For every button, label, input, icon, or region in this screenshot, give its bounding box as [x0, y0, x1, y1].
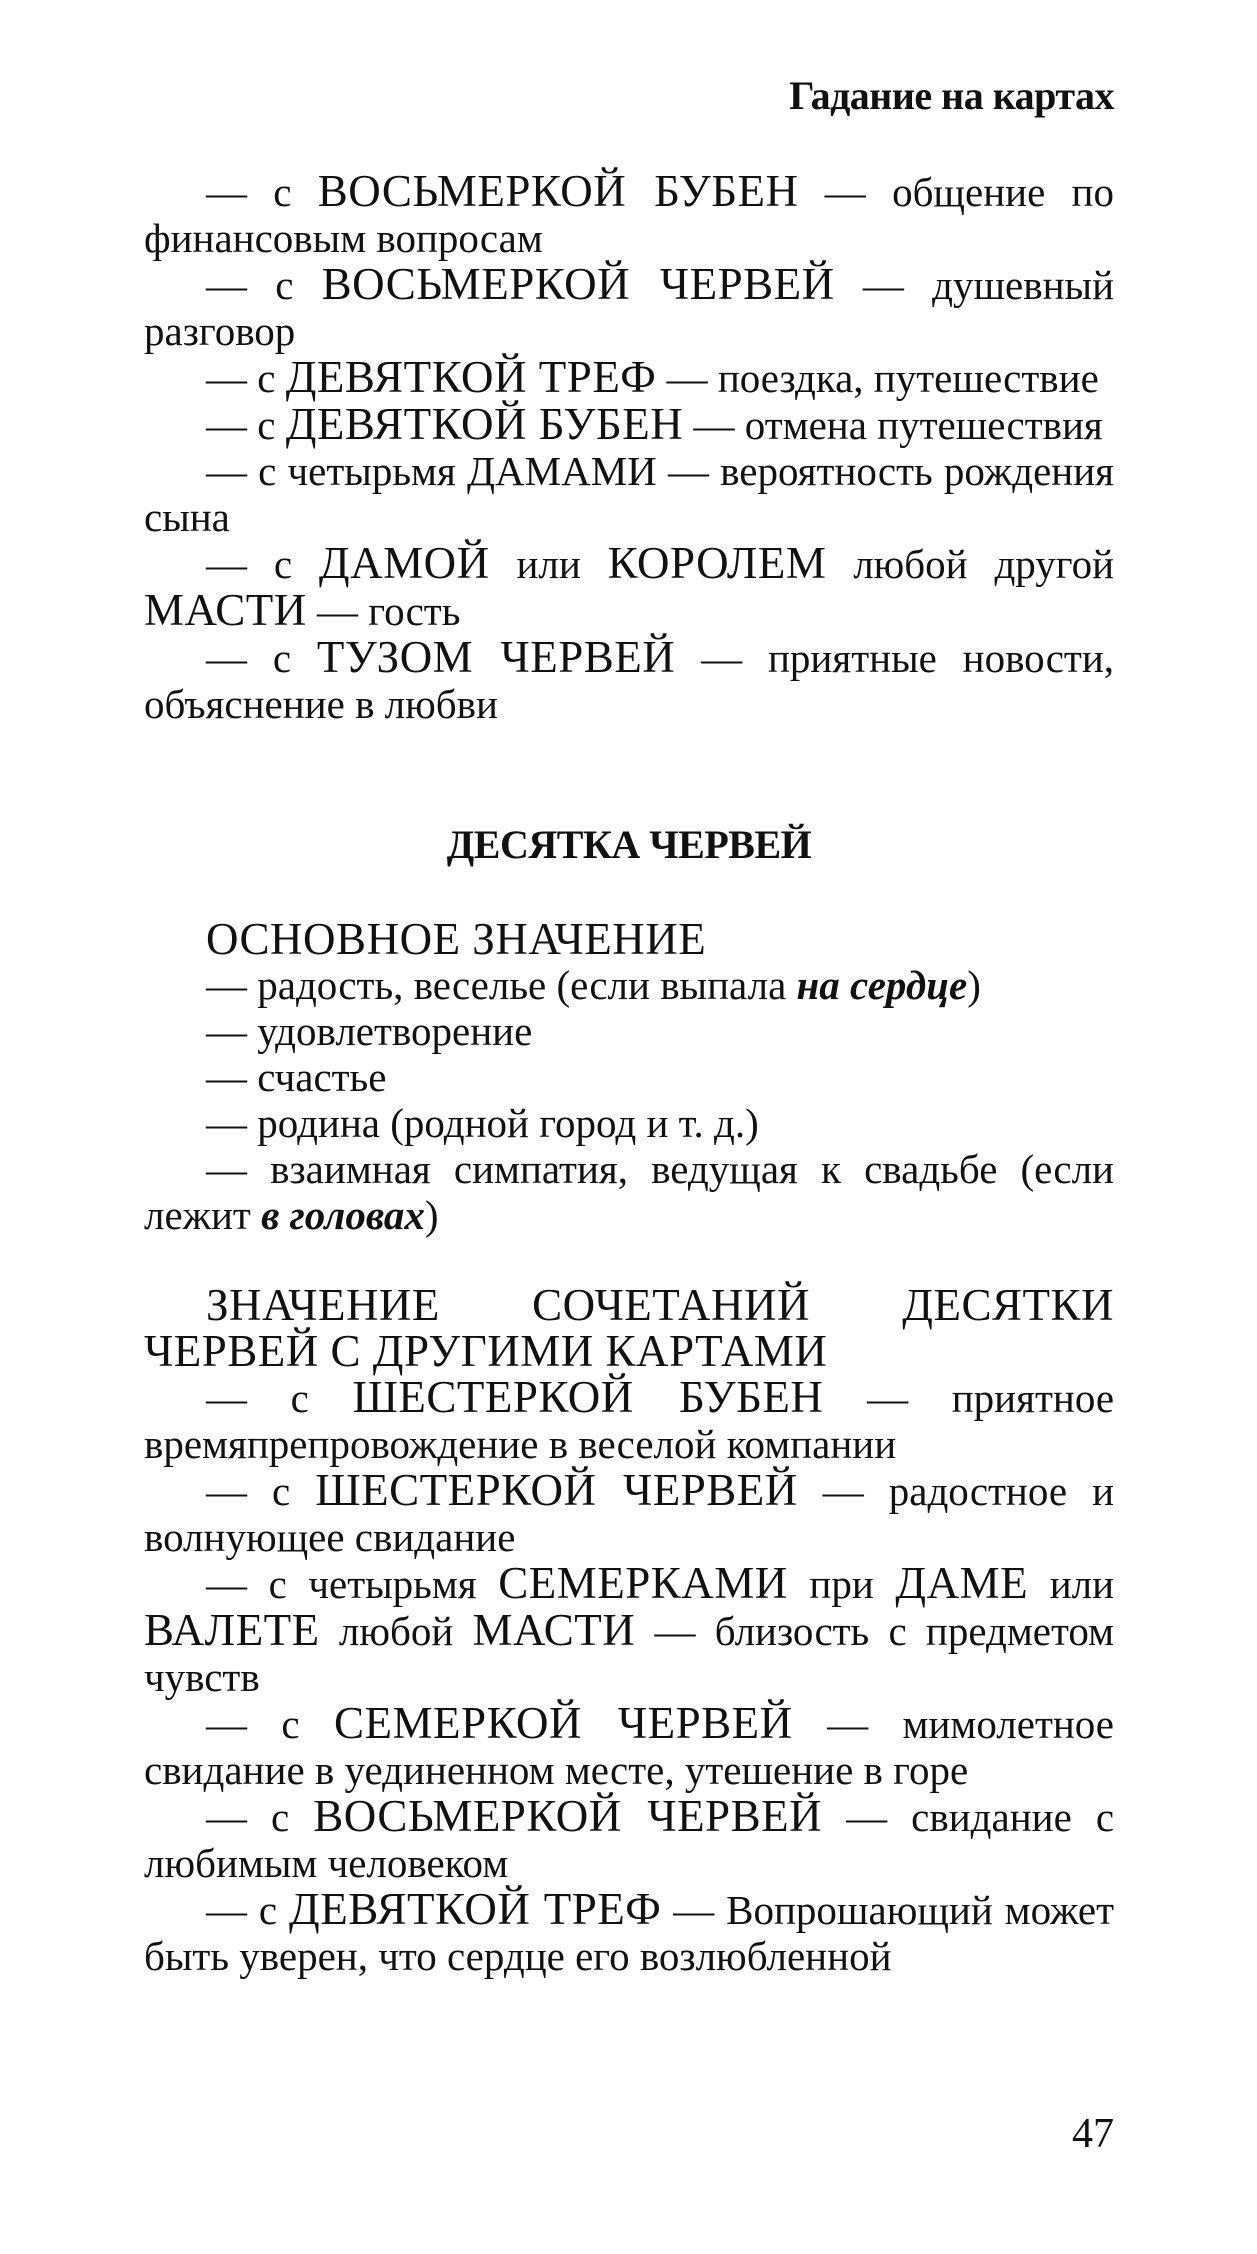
combo-eight-hearts [144, 1793, 1114, 1886]
entry-four-queens [144, 448, 1114, 540]
entry-key: МАСТИ [144, 585, 307, 635]
combo-four-sevens [144, 1560, 1114, 1700]
combo-nine-clubs [144, 1886, 1114, 1979]
meaning-emphasis: на сердце [796, 962, 968, 1008]
entry-dash: — с четырьмя [206, 1561, 477, 1607]
meaning-item [144, 1100, 1114, 1146]
meaning-emphasis: в головах [261, 1192, 425, 1238]
entry-key: ДАМЕ [895, 1558, 1029, 1608]
meaning-text: — взаимная симпатия, ведущая к свадьбе (если лежит [144, 1146, 1114, 1238]
entry-text: — вероятность рождения сына [144, 448, 1115, 540]
entry-nine-diamonds [144, 401, 1114, 448]
entry-eight-diamonds [144, 168, 1114, 261]
entry-key: ДАМАМИ [467, 448, 657, 494]
entry-key: ШЕСТЕРКОЙ БУБЕН [352, 1372, 824, 1422]
entry-key: ДАМОЙ [318, 538, 490, 588]
section-title: ДЕСЯТКА ЧЕРВЕЙ [446, 822, 812, 867]
meaning-item [144, 1008, 1114, 1054]
entry-dash: — с [206, 635, 292, 681]
entry-ace-hearts [144, 634, 1114, 727]
entry-eight-hearts [144, 261, 1114, 354]
combinations-heading: ЗНАЧЕНИЕ СОЧЕТАНИЙ ДЕСЯТКИ ЧЕРВЕЙ С ДРУГИМИ КАРТАМИ [144, 1280, 1114, 1376]
entry-text: — поездка, путешествие [666, 355, 1099, 401]
entry-dash: — с [206, 169, 292, 215]
combo-seven-hearts [144, 1700, 1114, 1793]
entry-key: ДЕВЯТКОЙ ТРЕФ [289, 1884, 662, 1934]
entry-text: — Вопрошающий может быть уверен, что сердце его возлюбленной [144, 1887, 1115, 1979]
entry-text: — общение по финансовым вопросам [144, 169, 1114, 261]
basic-meaning-heading: ОСНОВНОЕ ЗНАЧЕНИЕ [206, 914, 707, 964]
spacer [144, 1238, 1114, 1282]
entry-dash: — с [206, 1794, 290, 1840]
entry-key: ВОСЬМЕРКОЙ ЧЕРВЕЙ [313, 1791, 823, 1841]
entry-key: ДЕВЯТКОЙ ТРЕФ [285, 352, 657, 402]
entry-dash: — с [206, 1701, 300, 1747]
entry-key: ШЕСТЕРКОЙ ЧЕРВЕЙ [315, 1465, 798, 1515]
entry-dash: — с [206, 541, 293, 587]
entry-dash: — с [206, 1887, 278, 1933]
meaning-after: ) [424, 1192, 439, 1238]
entry-text: — свидание с любимым человеком [144, 1794, 1115, 1886]
entry-text: или [1049, 1561, 1115, 1607]
meaning-text: — счастье [206, 1054, 387, 1100]
entry-dash: — с [206, 355, 276, 401]
page-number: 47 [1072, 2111, 1114, 2157]
entry-key: ДЕВЯТКОЙ БУБЕН [285, 399, 684, 449]
entry-text: — приятные новости, объяснение в любви [144, 635, 1115, 727]
entry-nine-clubs [144, 354, 1114, 401]
meaning-text: — родина (родной город и т. д.) [206, 1100, 759, 1146]
entry-dash: — с [206, 402, 276, 448]
entry-dash: — с [206, 1375, 309, 1421]
entry-dash: — с [206, 1468, 291, 1514]
meaning-item [144, 962, 1114, 1008]
entry-key: СЕМЕРКОЙ ЧЕРВЕЙ [334, 1698, 793, 1748]
entry-text: — отмена путешествия [693, 402, 1103, 448]
entry-key: МАСТИ [472, 1605, 636, 1655]
entry-text: или [516, 541, 581, 587]
entry-text: — радостное и волнующее свидание [144, 1468, 1115, 1560]
entry-key: ВОСЬМЕРКОЙ БУБЕН [317, 166, 799, 216]
entry-key: КОРОЛЕМ [607, 538, 827, 588]
entry-text: — душевный разговор [144, 262, 1115, 354]
meaning-item [144, 1146, 1114, 1238]
entry-key: ВОСЬМЕРКОЙ ЧЕРВЕЙ [321, 259, 835, 309]
entry-text: при [809, 1561, 874, 1607]
entry-key: СЕМЕРКАМИ [498, 1558, 788, 1608]
combo-six-diamonds [144, 1374, 1114, 1467]
meaning-item [144, 1054, 1114, 1100]
meaning-text: — удовлетворение [206, 1008, 533, 1054]
entry-text: любой [338, 1608, 454, 1654]
entry-text: — гость [317, 588, 461, 634]
entry-key: ВАЛЕТЕ [144, 1605, 320, 1655]
entry-text: — мимолетное свидание в уединенном месте, утешение в горе [144, 1701, 1115, 1793]
running-head: Гадание на картах [789, 73, 1114, 118]
meaning-text: — радость, веселье (если выпала [206, 962, 797, 1008]
combo-six-hearts [144, 1467, 1114, 1560]
page-body [144, 168, 1114, 1979]
entry-text: — приятное времяпрепровождение в веселой компании [144, 1375, 1115, 1467]
entry-text: любой другой [853, 541, 1115, 587]
entry-key: ТУЗОМ ЧЕРВЕЙ [316, 632, 676, 682]
meaning-after: ) [967, 962, 981, 1008]
entry-dash: — с [206, 262, 294, 308]
spacer [144, 727, 1114, 822]
entry-text: — близость с предметом чувств [144, 1608, 1115, 1700]
entry-queen-or-king [144, 540, 1114, 634]
entry-dash: — с четырьмя [206, 448, 456, 494]
